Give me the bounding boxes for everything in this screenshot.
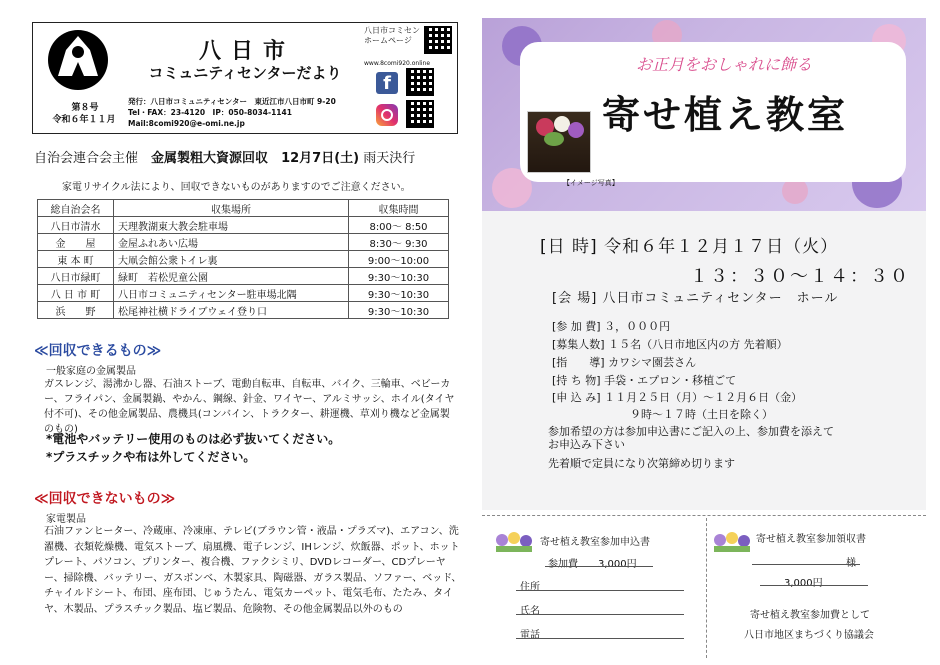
table-header: 総自治会名 — [38, 200, 114, 217]
table-cell: 8:00～ 8:50 — [349, 217, 449, 234]
cannot-collect-list: 石油ファンヒーター、冷蔵庫、冷凍庫、テレビ(ブラウン管・液晶・プラズマ)、エアコン、洗濯機、衣類乾燥機、電気ストーブ、扇風機、電子レンジ、IHレンジ、炊飯器、ポット、ホットプレート、パソコン、プリンター、複合機、ファクシミリ、DVDレコーダー、CDプレーヤー、掃除機、バッテリー、ガスボンベ、木製家具、陶磁器、ガラス製品、ソファー、ベッド、チャイルドシート、布団、座布団、じゅうたん、電気カーペット、電気毛布、たたみ、タイヤ、木製品、プラスチック製品、塩ビ製品、危険物、その他金属製品以外のもの — [44, 526, 462, 615]
newsletter-subtitle: コミュニティセンターだより — [148, 64, 342, 82]
homepage-url[interactable]: www.8comi920.online — [364, 60, 431, 67]
publisher-line: Tel・FAX：23-4120 IP：050-8034-1141 — [128, 108, 292, 117]
fee-label: [参 加 費] — [552, 320, 601, 333]
table-header-row — [38, 200, 449, 217]
fee-value: ３，０００円 — [604, 320, 671, 333]
receipt-honorific: 様 — [846, 558, 856, 569]
fee-value: 3,000円 — [598, 559, 637, 570]
table-row — [38, 302, 449, 319]
tear-off-line — [482, 515, 926, 516]
venue-value: 八日市コミュニティセンター ホール — [602, 291, 839, 306]
table-cell: 9:30～10:30 — [349, 268, 449, 285]
event-instructor — [552, 354, 696, 370]
event-fee — [552, 318, 670, 334]
receipt-issuer: 八日市地区まちづくり協議会 — [744, 630, 874, 641]
recycle-note: 家電リサイクル法により、回収できないものがありますのでご注意ください。 — [62, 182, 411, 193]
issue-date: 令和６年１１月 — [52, 115, 116, 125]
table-cell: 金屋ふれあい広場 — [114, 234, 349, 251]
publisher-line: Mail:8comi920@e-omi.ne.jp — [128, 119, 245, 128]
receipt-fee-underline — [760, 585, 868, 586]
homepage-label-line: 八日市コミセン — [364, 26, 420, 35]
event-date — [540, 232, 838, 257]
table-cell: 金 屋 — [38, 234, 114, 251]
table-cell: 9:30～10:30 — [349, 302, 449, 319]
address-label: 住所 — [520, 582, 540, 593]
apply-hours: ９時～１７時（土日を除く） — [630, 408, 773, 421]
table-cell: 八日市清水 — [38, 217, 114, 234]
homepage-label — [364, 26, 420, 46]
table-header: 収集場所 — [114, 200, 349, 217]
publisher-line: 発行：八日市コミュニティセンター 東近江市八日市町 9-20 — [128, 97, 336, 106]
recruit-value: １５名（八日市地区内の方 先着順） — [608, 338, 788, 351]
flower-icon — [492, 528, 536, 554]
instructor-label: [指 導] — [552, 356, 605, 369]
publisher-info — [128, 96, 368, 129]
recycle-title — [34, 147, 415, 166]
qr-code-icon[interactable] — [406, 68, 434, 96]
bring-label: [持 ち 物] — [552, 374, 601, 387]
event-time: １３：３０～１４：３０ — [690, 266, 910, 287]
flower-arrangement-photo — [527, 111, 591, 173]
apply-value: １１月２５日（月）～１２月６日（金） — [604, 391, 803, 404]
event-recruit — [552, 336, 788, 352]
receipt-name-field[interactable] — [752, 564, 860, 565]
recycle-date: 12月7日(土) — [281, 151, 360, 166]
instructor-value: カワシマ園芸さん — [608, 356, 697, 369]
qr-code-icon[interactable] — [406, 100, 434, 128]
table-cell: 東 本 町 — [38, 251, 114, 268]
fee-underline — [545, 566, 653, 567]
receipt-purpose: 寄せ植え教室参加費として — [750, 610, 870, 621]
table-cell: 八日市コミュニティセンター駐車場北隅 — [114, 285, 349, 302]
instagram-icon[interactable] — [376, 104, 398, 126]
application-note — [548, 425, 834, 451]
table-row — [38, 251, 449, 268]
date-label: [日 時] — [540, 237, 598, 257]
can-collect-heading: ≪回収できるもの≫ — [34, 343, 162, 359]
flower-icon — [710, 528, 754, 554]
phone-label: 電話 — [520, 630, 540, 641]
table-row — [38, 217, 449, 234]
application-note-line: 参加希望の方は参加申込書にご記入の上、参加費を添えて — [548, 425, 834, 438]
can-collect-subheading: 一般家庭の金属製品 — [46, 366, 136, 377]
qr-code-icon[interactable] — [424, 26, 452, 54]
table-cell: 8:30～ 9:30 — [349, 234, 449, 251]
table-row — [38, 234, 449, 251]
table-cell: 松尾神社横ドライブウェイ登り口 — [114, 302, 349, 319]
homepage-label-line: ホームページ — [364, 36, 412, 45]
event-subtitle: お正月をおしゃれに飾る — [635, 55, 812, 74]
event-venue — [552, 287, 838, 306]
phone-field[interactable] — [516, 638, 684, 639]
fee-label: 参加費 — [548, 559, 578, 570]
table-cell: 大凧会館公衆トイレ裏 — [114, 251, 349, 268]
first-come-note: 先着順で定員になり次第締め切ります — [548, 457, 735, 470]
table-cell: 天理教湖東大教会駐車場 — [114, 217, 349, 234]
cannot-collect-heading: ≪回収できないもの≫ — [34, 491, 176, 507]
recycle-event: 金属製粗大資源回収 — [151, 151, 269, 166]
event-apply — [552, 389, 802, 405]
table-row — [38, 285, 449, 302]
issue-number: 第８号 — [71, 103, 99, 113]
recruit-label: [募集人数] — [552, 338, 605, 351]
tear-off-divider — [706, 518, 707, 658]
application-fee — [548, 555, 637, 570]
municipal-logo-icon — [46, 28, 110, 92]
table-cell: 浜 野 — [38, 302, 114, 319]
receipt-fee: 3,000円 — [784, 578, 823, 589]
cannot-collect-subheading: 家電製品 — [46, 514, 86, 525]
table-cell: 9:30～10:30 — [349, 285, 449, 302]
bring-value: 手袋・エプロン・移植ごて — [604, 374, 737, 387]
name-label: 氏名 — [520, 606, 540, 617]
can-collect-list: ガスレンジ、湯沸かし器、石油ストーブ、電動自転車、自転車、バイク、三輪車、ベビーカー、フライパン、金属製鍋、やかん、鋼線、針金、ワイヤー、アルミサッシ、ホイル(タイヤ付不可)、その他金属製品、農機具(コンバイン、トラクター、耕運機、草刈り機など金属製のもの) — [44, 379, 455, 435]
venue-label: [会 場] — [552, 291, 598, 306]
recycle-rain-note: 雨天決行 — [363, 151, 416, 166]
table-cell: 八 日 市 町 — [38, 285, 114, 302]
application-note-line: お申込み下さい — [548, 438, 625, 451]
table-row — [38, 268, 449, 285]
name-field[interactable] — [516, 614, 684, 615]
table-cell: 9:00～10:00 — [349, 251, 449, 268]
address-field[interactable] — [516, 590, 684, 591]
application-form-title: 寄せ植え教室参加申込書 — [540, 537, 650, 548]
date-value: 令和６年１２月１７日（火） — [604, 237, 839, 257]
newsletter-title: 八日市 — [198, 39, 295, 64]
event-title: 寄せ植え教室 — [601, 93, 848, 137]
plastic-note: *プラスチックや布は外してください。 — [46, 450, 256, 464]
facebook-icon[interactable]: f — [376, 72, 398, 94]
battery-note: *電池やバッテリー使用のものは必ず抜いてください。 — [46, 432, 341, 446]
table-cell: 八日市緑町 — [38, 268, 114, 285]
collection-table — [37, 199, 449, 319]
table-header: 収集時間 — [349, 200, 449, 217]
receipt-title: 寄せ植え教室参加領収書 — [756, 534, 866, 545]
recycle-organizer: 自治会連合会主催 — [34, 151, 139, 166]
table-cell: 緑町 若松児童公園 — [114, 268, 349, 285]
photo-caption: 【イメージ写真】 — [563, 179, 619, 187]
apply-label: [申 込 み] — [552, 391, 601, 404]
event-bring — [552, 372, 736, 388]
